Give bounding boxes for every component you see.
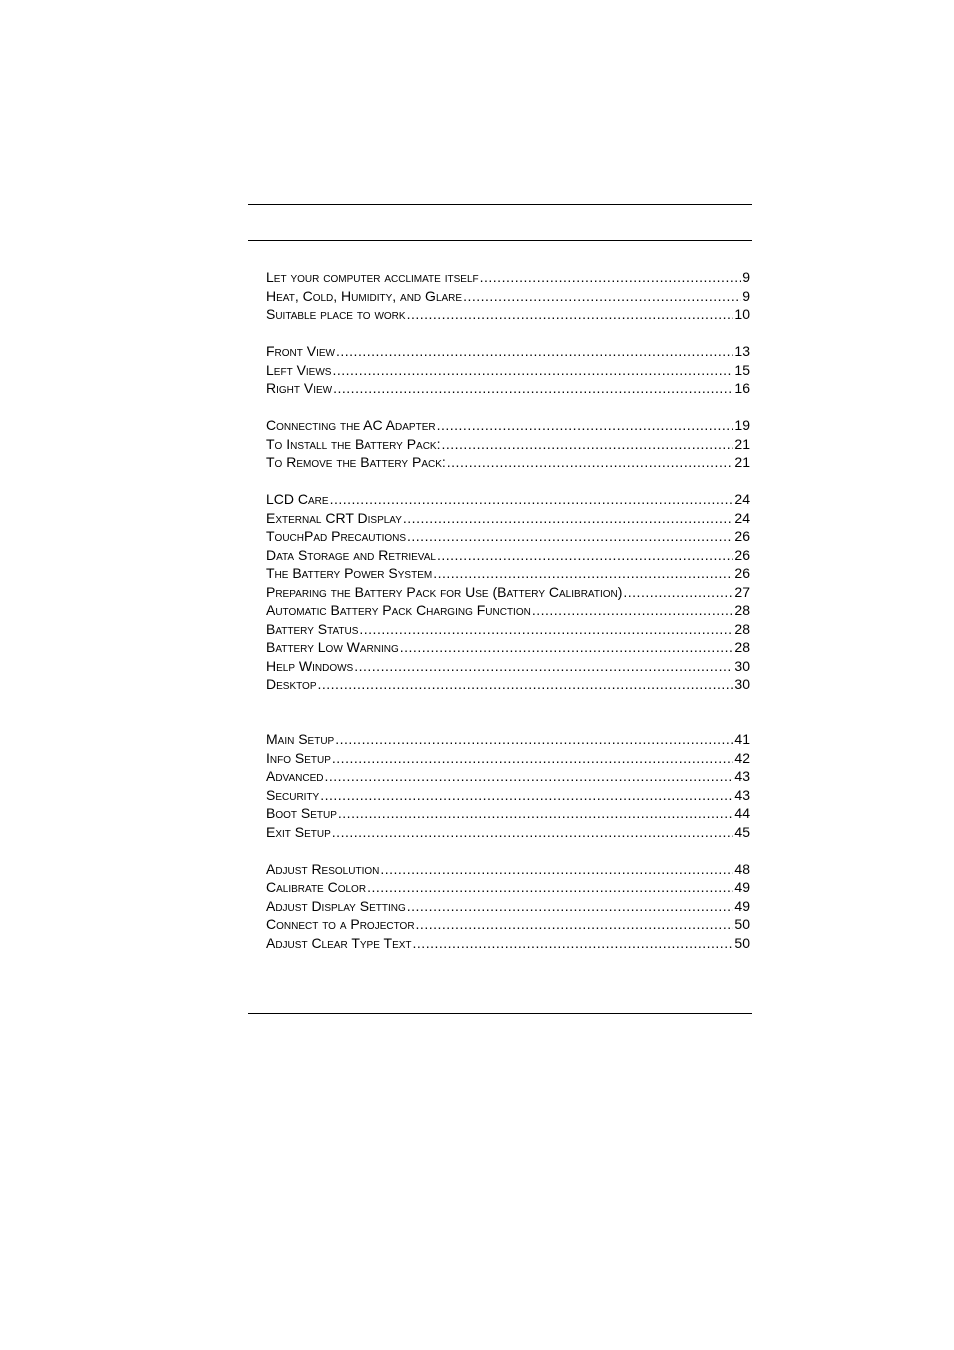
table-of-contents	[266, 268, 750, 952]
toc-entry[interactable]	[266, 657, 750, 676]
toc-entry-page: 26	[734, 565, 750, 581]
dot-leader	[433, 564, 733, 583]
toc-entry-page: 44	[734, 805, 750, 821]
dot-leader	[332, 823, 734, 842]
toc-entry-page: 28	[734, 602, 750, 618]
toc-group	[266, 416, 750, 472]
dot-leader	[416, 915, 734, 934]
toc-entry-title: Battery Low Warning	[266, 639, 399, 655]
dot-leader	[407, 305, 734, 324]
toc-entry[interactable]	[266, 435, 750, 454]
dot-leader	[623, 583, 733, 602]
toc-entry-title: Security	[266, 786, 320, 803]
dot-leader	[380, 860, 733, 879]
toc-entry-page: 30	[734, 676, 750, 692]
toc-entry-title: Left Views	[266, 361, 332, 378]
toc-entry-page: 28	[734, 639, 750, 655]
dot-leader	[367, 878, 733, 897]
toc-entry-page: 42	[734, 749, 750, 766]
toc-entry-page: 48	[734, 860, 750, 877]
toc-entry[interactable]	[266, 453, 750, 472]
dot-leader	[332, 361, 733, 380]
toc-entry[interactable]	[266, 379, 750, 398]
toc-entry-page: 49	[734, 879, 750, 895]
toc-entry[interactable]	[266, 767, 750, 786]
toc-entry-title: Exit Setup	[266, 823, 331, 840]
group-spacer	[266, 841, 750, 860]
toc-group	[266, 730, 750, 841]
toc-entry-title: Connecting the AC Adapter	[266, 417, 436, 433]
toc-entry-page: 26	[734, 528, 750, 544]
header-rule-bottom	[248, 240, 752, 241]
group-spacer	[266, 324, 750, 343]
toc-entry-title: Front View	[266, 343, 335, 359]
toc-entry[interactable]	[266, 287, 750, 306]
toc-entry-title: Preparing the Battery Pack for Use (Battery Calibration)	[266, 583, 623, 600]
dot-leader	[336, 342, 733, 361]
toc-entry-page: 43	[734, 786, 750, 803]
toc-entry-title: Battery Status	[266, 620, 359, 637]
toc-group	[266, 860, 750, 953]
toc-entry-title: Adjust Display Setting	[266, 897, 406, 914]
toc-entry-title: TouchPad Precautions	[266, 528, 407, 544]
dot-leader	[407, 527, 733, 546]
toc-entry-page: 24	[734, 491, 750, 507]
dot-leader	[333, 379, 733, 398]
dot-leader	[320, 786, 733, 805]
toc-entry-title: External CRT Display	[266, 509, 402, 526]
dot-leader	[407, 897, 734, 916]
toc-entry-title: Suitable place to work	[266, 306, 406, 322]
toc-entry-title: LCD Care	[266, 491, 329, 507]
toc-entry[interactable]	[266, 546, 750, 565]
toc-entry-title: Automatic Battery Pack Charging Function	[266, 602, 531, 618]
toc-entry-page: 16	[734, 380, 750, 396]
toc-entry[interactable]	[266, 823, 750, 842]
toc-entry-title: Desktop	[266, 676, 317, 692]
dot-leader	[437, 416, 734, 435]
toc-entry-page: 50	[734, 934, 750, 951]
toc-entry-title: The Battery Power System	[266, 565, 433, 581]
toc-entry[interactable]	[266, 268, 750, 287]
toc-entry-title: Main Setup	[266, 731, 335, 747]
dot-leader	[359, 620, 733, 639]
toc-entry-title: Right View	[266, 380, 333, 396]
toc-entry-title: Boot Setup	[266, 805, 337, 821]
toc-entry[interactable]	[266, 675, 750, 694]
toc-entry[interactable]	[266, 638, 750, 657]
header-rule-top	[248, 204, 752, 205]
toc-entry-page: 10	[734, 306, 750, 322]
dot-leader	[318, 675, 734, 694]
group-spacer	[266, 694, 750, 731]
toc-entry[interactable]	[266, 564, 750, 583]
dot-leader	[480, 268, 742, 287]
toc-entry[interactable]	[266, 915, 750, 934]
toc-entry-page: 49	[734, 897, 750, 914]
toc-entry[interactable]	[266, 860, 750, 879]
group-spacer	[266, 472, 750, 491]
toc-entry-page: 45	[734, 823, 750, 840]
toc-group	[266, 268, 750, 324]
toc-entry[interactable]	[266, 527, 750, 546]
toc-entry[interactable]	[266, 934, 750, 953]
dot-leader	[335, 730, 733, 749]
toc-entry[interactable]	[266, 342, 750, 361]
toc-entry-title: Advanced	[266, 768, 324, 784]
toc-entry-page: 26	[734, 546, 750, 563]
toc-entry[interactable]	[266, 583, 750, 602]
toc-entry-title: To Remove the Battery Pack:	[266, 454, 446, 470]
toc-entry-page: 28	[734, 620, 750, 637]
dot-leader	[447, 453, 734, 472]
dot-leader	[354, 657, 733, 676]
dot-leader	[332, 749, 734, 768]
toc-entry[interactable]	[266, 786, 750, 805]
toc-entry[interactable]	[266, 878, 750, 897]
dot-leader	[532, 601, 734, 620]
toc-entry-title: Connect to a Projector	[266, 916, 415, 932]
toc-entry-title: Info Setup	[266, 749, 331, 766]
toc-entry-title: Adjust Resolution	[266, 860, 380, 877]
toc-entry-title: To Install the Battery Pack:	[266, 435, 441, 452]
toc-group	[266, 342, 750, 398]
toc-entry[interactable]	[266, 601, 750, 620]
dot-leader	[338, 804, 734, 823]
toc-entry[interactable]	[266, 730, 750, 749]
toc-entry-page: 30	[734, 657, 750, 674]
dot-leader	[400, 638, 734, 657]
toc-group	[266, 490, 750, 694]
toc-entry-page: 21	[734, 454, 750, 470]
toc-entry-title: Help Windows	[266, 657, 354, 674]
toc-entry[interactable]	[266, 305, 750, 324]
toc-entry[interactable]	[266, 509, 750, 528]
toc-entry-title: Let your computer acclimate itself	[266, 269, 479, 285]
toc-entry-page: 41	[734, 731, 750, 747]
toc-entry-page: 19	[734, 417, 750, 433]
dot-leader	[330, 490, 734, 509]
toc-entry[interactable]	[266, 416, 750, 435]
toc-entry-title: Adjust Clear Type Text	[266, 934, 412, 951]
toc-entry[interactable]	[266, 897, 750, 916]
dot-leader	[403, 509, 734, 528]
toc-entry[interactable]	[266, 361, 750, 380]
toc-entry[interactable]	[266, 620, 750, 639]
toc-entry-page: 27	[734, 583, 750, 600]
toc-entry-page: 9	[742, 287, 750, 304]
toc-entry[interactable]	[266, 804, 750, 823]
toc-entry-page: 9	[742, 269, 750, 285]
dot-leader	[325, 767, 734, 786]
toc-entry-title: Data Storage and Retrieval	[266, 546, 436, 563]
footer-rule	[248, 1013, 752, 1014]
toc-entry-page: 24	[734, 509, 750, 526]
toc-entry-title: Heat, Cold, Humidity, and Glare	[266, 287, 463, 304]
dot-leader	[441, 435, 733, 454]
toc-entry-page: 15	[734, 361, 750, 378]
toc-entry-page: 43	[734, 768, 750, 784]
toc-entry-page: 21	[734, 435, 750, 452]
group-spacer	[266, 398, 750, 417]
toc-entry[interactable]	[266, 749, 750, 768]
toc-entry-page: 50	[734, 916, 750, 932]
dot-leader	[437, 546, 733, 565]
toc-entry-page: 13	[734, 343, 750, 359]
toc-entry-title: Calibrate Color	[266, 879, 367, 895]
dot-leader	[413, 934, 734, 953]
dot-leader	[463, 287, 741, 306]
toc-entry[interactable]	[266, 490, 750, 509]
